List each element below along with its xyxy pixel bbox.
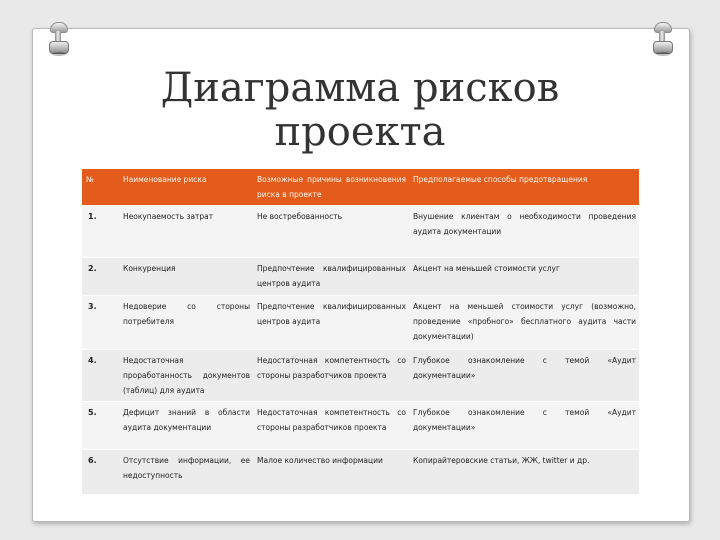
risk-prevention: Акцент на меньшей стоимости услуг (возможно, проведение «пробного» бесплатного аудита части документации) (409, 296, 639, 350)
row-number: 2. (82, 258, 119, 296)
risk-name: Недоверие со стороны потребителя (119, 296, 253, 350)
table-row (82, 402, 639, 450)
risk-name: Неокупаемость затрат (119, 206, 253, 258)
title-line-1: Диаграмма рисков (160, 65, 560, 111)
header-causes: Возможные причины возникновения риска в проекте (253, 169, 409, 206)
risk-prevention: Внушение клиентам о необходимости проведения аудита документации (409, 206, 639, 258)
risk-name: Недостаточная проработанность документов (таблиц) для аудита (119, 350, 253, 402)
risk-cause: Малое количество информации (253, 450, 409, 494)
risk-cause: Не востребованность (253, 206, 409, 258)
title-line-2: проекта (274, 109, 446, 155)
header-prevention: Предполагаемые способы предотвращения (409, 169, 639, 206)
table-header-row (82, 169, 639, 206)
risk-table (82, 169, 639, 494)
row-number: 6. (82, 450, 119, 494)
header-number: № (82, 169, 119, 206)
row-number: 1. (82, 206, 119, 258)
header-risk-name: Наименование риска (119, 169, 253, 206)
row-number: 3. (82, 296, 119, 350)
risk-cause: Недостаточная компетентность со стороны разработчиков проекта (253, 350, 409, 402)
table-row (82, 450, 639, 494)
risk-prevention: Глубокое ознакомление с темой «Аудит документации» (409, 350, 639, 402)
risk-name: Конкуренция (119, 258, 253, 296)
risk-prevention: Глубокое ознакомление с темой «Аудит документации» (409, 402, 639, 450)
risk-name: Дефицит знаний в области аудита документации (119, 402, 253, 450)
table-row (82, 296, 639, 350)
table-row (82, 206, 639, 258)
pushpin-icon (48, 22, 68, 58)
risk-name: Отсутствие информации, ее недоступность (119, 450, 253, 494)
risk-cause: Недостаточная компетентность со стороны разработчиков проекта (253, 402, 409, 450)
page-title (130, 66, 590, 154)
pushpin-icon (652, 22, 672, 58)
row-number: 5. (82, 402, 119, 450)
risk-cause: Предпочтение квалифицированных центров аудита (253, 296, 409, 350)
risk-cause: Предпочтение квалифицированных центров аудита (253, 258, 409, 296)
risk-prevention: Копирайтеровские статьи, ЖЖ, twitter и др. (409, 450, 639, 494)
table-row (82, 350, 639, 402)
risk-prevention: Акцент на меньшей стоимости услуг (409, 258, 639, 296)
row-number: 4. (82, 350, 119, 402)
table-row (82, 258, 639, 296)
